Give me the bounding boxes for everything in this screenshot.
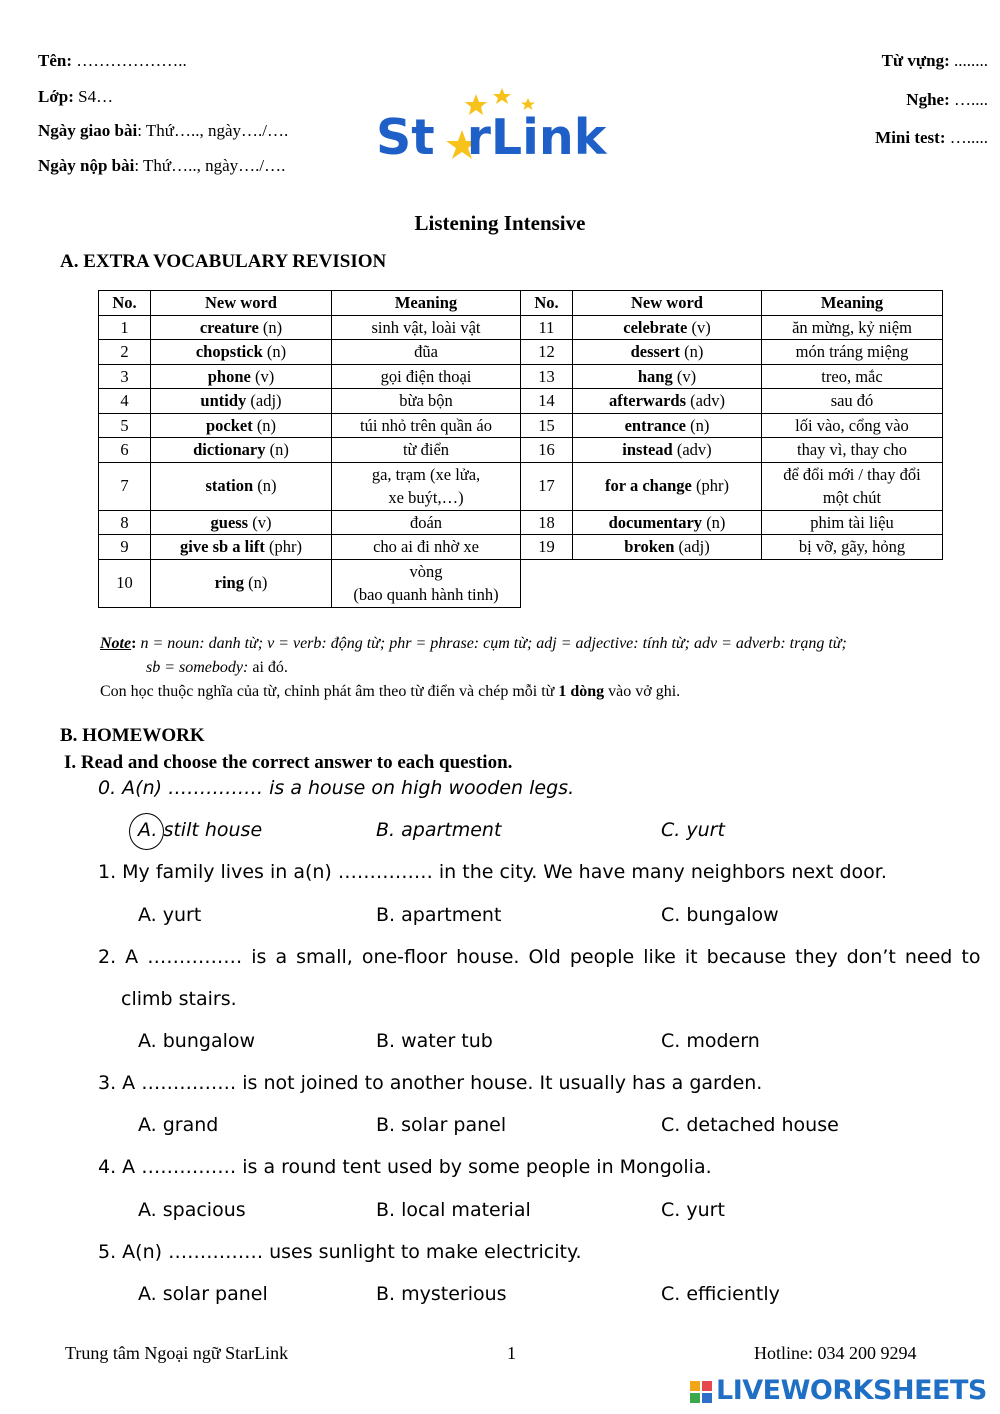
section-a-heading: A. EXTRA VOCABULARY REVISION bbox=[60, 251, 387, 272]
assigned-date-line: Ngày giao bài: Thứ….., ngày…./…. bbox=[38, 121, 289, 140]
question-3-option-b[interactable]: B. solar panel bbox=[376, 1114, 507, 1136]
table-row bbox=[99, 438, 943, 463]
starlink-logo bbox=[376, 86, 626, 166]
question-1-option-a[interactable]: A. yurt bbox=[138, 904, 202, 926]
logo-text-left: St bbox=[376, 109, 435, 166]
empty-cell bbox=[573, 559, 762, 607]
table-header-row bbox=[99, 291, 943, 316]
header-cell: New word bbox=[573, 291, 762, 316]
vocab-no: 14 bbox=[521, 389, 573, 414]
vocab-no: 2 bbox=[99, 340, 151, 365]
vocab-meaning: từ điển bbox=[332, 438, 521, 463]
due-date-line: Ngày nộp bài: Thứ….., ngày…./…. bbox=[38, 156, 286, 175]
liveworksheets-watermark bbox=[690, 1374, 990, 1408]
vocab-no: 8 bbox=[99, 510, 151, 535]
vocab-no: 12 bbox=[521, 340, 573, 365]
vocab-meaning: phim tài liệu bbox=[762, 510, 943, 535]
vocab-meaning: sau đó bbox=[762, 389, 943, 414]
table-row bbox=[99, 364, 943, 389]
vocab-no: 4 bbox=[99, 389, 151, 414]
vocab-meaning: món tráng miệng bbox=[762, 340, 943, 365]
question-1-text: 1. My family lives in a(n) …………… in the city. We have many neighbors next door. bbox=[98, 861, 887, 883]
question-0-option-c[interactable]: C. yurt bbox=[661, 819, 725, 841]
header-cell: Meaning bbox=[762, 291, 943, 316]
vocab-no: 5 bbox=[99, 413, 151, 438]
watermark-text: LIVEWORKSHEETS bbox=[716, 1375, 987, 1406]
section-b-heading: B. HOMEWORK bbox=[60, 725, 205, 746]
vocab-no: 11 bbox=[521, 315, 573, 340]
vocab-word: dessert (n) bbox=[573, 340, 762, 365]
table-row bbox=[99, 559, 943, 607]
vocab-word: phone (v) bbox=[151, 364, 332, 389]
question-0-text: 0. A(n) …………… is a house on high wooden legs. bbox=[98, 777, 575, 799]
vocab-no: 10 bbox=[99, 559, 151, 607]
vocab-word: afterwards (adv) bbox=[573, 389, 762, 414]
note-instruction: Con học thuộc nghĩa của từ, chỉnh phát âm theo từ điển và chép mỗi từ 1 dòng vào vở ghi. bbox=[100, 683, 681, 700]
question-5-option-a[interactable]: A. solar panel bbox=[138, 1283, 268, 1305]
question-2-option-c[interactable]: C. modern bbox=[661, 1030, 760, 1052]
question-3-text: 3. A …………… is not joined to another house. It usually has a garden. bbox=[98, 1072, 763, 1094]
vocab-word: entrance (n) bbox=[573, 413, 762, 438]
vocab-no: 9 bbox=[99, 535, 151, 560]
vocab-meaning: thay vì, thay cho bbox=[762, 438, 943, 463]
vocab-meaning: để đổi mới / thay đổi một chút bbox=[762, 462, 943, 510]
page-number: 1 bbox=[507, 1343, 516, 1363]
question-2-option-a[interactable]: A. bungalow bbox=[138, 1030, 256, 1052]
question-3-option-c[interactable]: C. detached house bbox=[661, 1114, 839, 1136]
vocab-no: 18 bbox=[521, 510, 573, 535]
vocab-word: instead (adv) bbox=[573, 438, 762, 463]
minitest-score: Mini test: …..... bbox=[875, 128, 988, 147]
question-2-text-cont: climb stairs. bbox=[121, 988, 237, 1010]
vocab-word: untidy (adj) bbox=[151, 389, 332, 414]
vocab-no: 16 bbox=[521, 438, 573, 463]
listening-score: Nghe: ….... bbox=[906, 90, 988, 109]
class-line: Lớp: S4… bbox=[38, 87, 114, 106]
question-0-option-a[interactable]: A. stilt house bbox=[138, 819, 263, 841]
vocab-no: 15 bbox=[521, 413, 573, 438]
table-row bbox=[99, 340, 943, 365]
vocab-word: pocket (n) bbox=[151, 413, 332, 438]
vocab-meaning: ga, trạm (xe lửa, xe buýt,…) bbox=[332, 462, 521, 510]
vocab-meaning: túi nhỏ trên quần áo bbox=[332, 413, 521, 438]
table-row bbox=[99, 413, 943, 438]
table-row bbox=[99, 535, 943, 560]
vocab-no: 7 bbox=[99, 462, 151, 510]
vocab-meaning: ăn mừng, kỷ niệm bbox=[762, 315, 943, 340]
question-2-option-b[interactable]: B. water tub bbox=[376, 1030, 493, 1052]
vocab-meaning: đũa bbox=[332, 340, 521, 365]
table-row bbox=[99, 389, 943, 414]
vocab-word: guess (v) bbox=[151, 510, 332, 535]
vocab-no: 13 bbox=[521, 364, 573, 389]
vocab-no: 6 bbox=[99, 438, 151, 463]
vocab-score: Từ vựng: ........ bbox=[881, 51, 988, 70]
liveworksheets-logo-icon bbox=[690, 1381, 712, 1403]
question-5-option-b[interactable]: B. mysterious bbox=[376, 1283, 507, 1305]
question-4-option-a[interactable]: A. spacious bbox=[138, 1199, 246, 1221]
question-5-option-c[interactable]: C. efficiently bbox=[661, 1283, 780, 1305]
vocab-no: 17 bbox=[521, 462, 573, 510]
footer-hotline: Hotline: 034 200 9294 bbox=[754, 1343, 917, 1363]
part-1-instruction: I. Read and choose the correct answer to each question. bbox=[64, 752, 513, 773]
note-line-2: sb = somebody: ai đó. bbox=[146, 659, 288, 676]
question-5-text: 5. A(n) …………… uses sunlight to make electricity. bbox=[98, 1241, 582, 1263]
vocab-word: dictionary (n) bbox=[151, 438, 332, 463]
question-4-text: 4. A …………… is a round tent used by some people in Mongolia. bbox=[98, 1156, 712, 1178]
logo-text-right: rLink bbox=[466, 109, 607, 166]
header-cell: New word bbox=[151, 291, 332, 316]
question-1-option-b[interactable]: B. apartment bbox=[376, 904, 502, 926]
table-row bbox=[99, 315, 943, 340]
page-title: Listening Intensive bbox=[414, 211, 586, 235]
vocab-word: documentary (n) bbox=[573, 510, 762, 535]
vocab-meaning: cho ai đi nhờ xe bbox=[332, 535, 521, 560]
note-line-1: Note: n = noun: danh từ; v = verb: động từ; phr = phrase: cụm từ; adj = adjective: tính từ; adv = adverb: trạng từ; bbox=[100, 635, 847, 652]
vocab-meaning: lối vào, cổng vào bbox=[762, 413, 943, 438]
table-row bbox=[99, 462, 943, 510]
footer-center-name: Trung tâm Ngoại ngữ StarLink bbox=[65, 1343, 289, 1363]
vocab-no: 3 bbox=[99, 364, 151, 389]
vocabulary-table bbox=[98, 290, 943, 608]
vocab-meaning: bừa bộn bbox=[332, 389, 521, 414]
question-0-option-b[interactable]: B. apartment bbox=[376, 819, 502, 841]
vocab-word: hang (v) bbox=[573, 364, 762, 389]
vocab-meaning: treo, mắc bbox=[762, 364, 943, 389]
vocab-word: chopstick (n) bbox=[151, 340, 332, 365]
question-2-text: 2. A …………… is a small, one-floor house. Old people like it because they don’t need to bbox=[98, 946, 981, 968]
name-line: Tên: ……………….. bbox=[38, 51, 187, 70]
empty-cell bbox=[762, 559, 943, 607]
vocab-meaning: đoán bbox=[332, 510, 521, 535]
vocab-no: 1 bbox=[99, 315, 151, 340]
vocab-meaning: sinh vật, loài vật bbox=[332, 315, 521, 340]
question-4-option-c[interactable]: C. yurt bbox=[661, 1199, 725, 1221]
vocab-word: station (n) bbox=[151, 462, 332, 510]
table-row bbox=[99, 510, 943, 535]
empty-cell bbox=[521, 559, 573, 607]
question-4-option-b[interactable]: B. local material bbox=[376, 1199, 531, 1221]
question-3-option-a[interactable]: A. grand bbox=[138, 1114, 219, 1136]
question-1-option-c[interactable]: C. bungalow bbox=[661, 904, 779, 926]
vocab-word: give sb a lift (phr) bbox=[151, 535, 332, 560]
vocab-no: 19 bbox=[521, 535, 573, 560]
header-cell: No. bbox=[99, 291, 151, 316]
vocab-meaning: bị vỡ, gãy, hỏng bbox=[762, 535, 943, 560]
vocab-word: ring (n) bbox=[151, 559, 332, 607]
vocab-meaning: vòng (bao quanh hành tinh) bbox=[332, 559, 521, 607]
vocab-meaning: gọi điện thoại bbox=[332, 364, 521, 389]
vocab-word: for a change (phr) bbox=[573, 462, 762, 510]
vocab-word: broken (adj) bbox=[573, 535, 762, 560]
header-cell: Meaning bbox=[332, 291, 521, 316]
vocab-word: celebrate (v) bbox=[573, 315, 762, 340]
header-cell: No. bbox=[521, 291, 573, 316]
vocab-word: creature (n) bbox=[151, 315, 332, 340]
